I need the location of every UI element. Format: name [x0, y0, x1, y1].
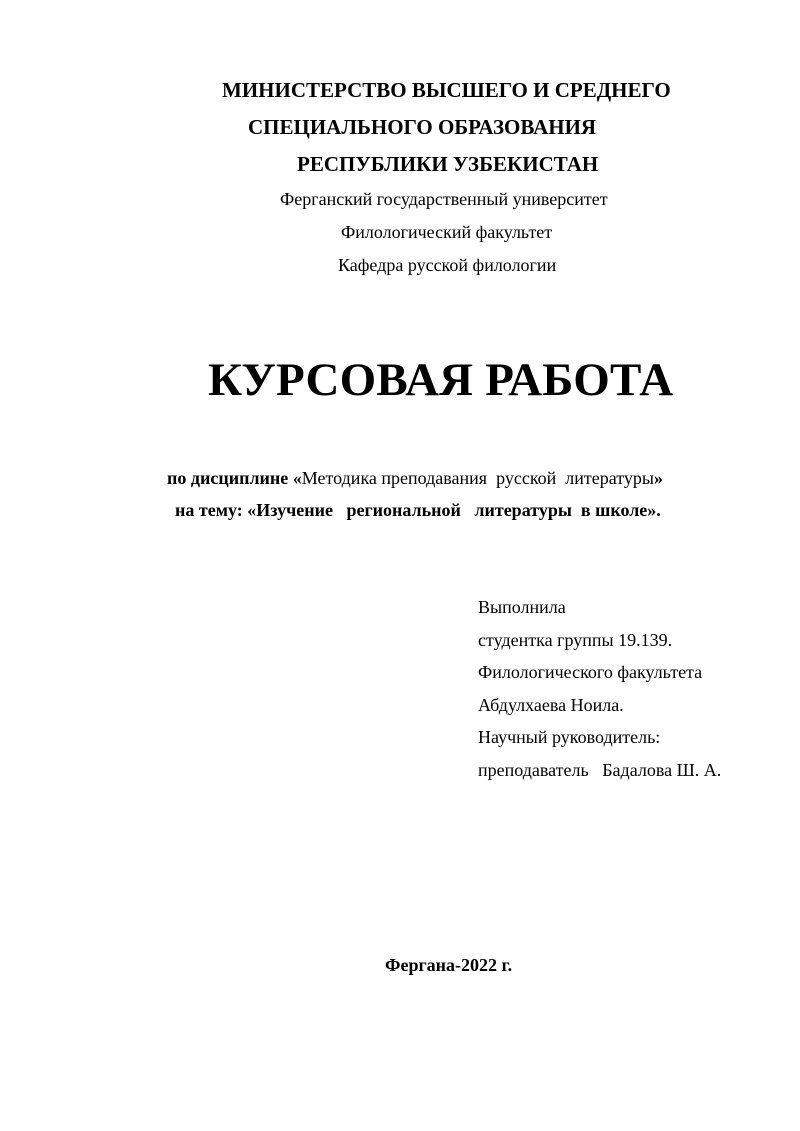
department-name: Кафедра русской филологии	[338, 255, 557, 275]
discipline-name: Методика преподавания русской литературы	[301, 468, 655, 488]
student-name: Абдулхаева Ноила.	[478, 695, 624, 715]
done-by-label: Выполнила	[478, 597, 566, 617]
ministry-line-1: МИНИСТЕРСТВО ВЫСШЕГО И СРЕДНЕГО	[222, 78, 671, 102]
topic-line: на тему: «Изучение региональной литературы в школе».	[175, 500, 661, 520]
faculty-name: Филологический факультет	[341, 222, 553, 242]
ministry-line-3: РЕСПУБЛИКИ УЗБЕКИСТАН	[297, 152, 599, 176]
discipline-line	[167, 469, 663, 487]
discipline-suffix: »	[654, 468, 664, 488]
city-year: Фергана-2022 г.	[385, 955, 513, 975]
supervisor-label: Научный руководитель:	[478, 727, 661, 747]
student-group: студентка группы 19.139.	[478, 630, 673, 650]
university-name: Ферганский государственный университет	[280, 189, 608, 209]
ministry-line-2: СПЕЦИАЛЬНОГО ОБРАЗОВАНИЯ	[248, 115, 597, 139]
discipline-prefix: по дисциплине «	[167, 468, 302, 488]
supervisor-name: преподаватель Бадалова Ш. А.	[478, 760, 722, 780]
document-title: КУРСОВАЯ РАБОТА	[208, 354, 674, 406]
student-faculty: Филологического факультета	[478, 662, 703, 682]
